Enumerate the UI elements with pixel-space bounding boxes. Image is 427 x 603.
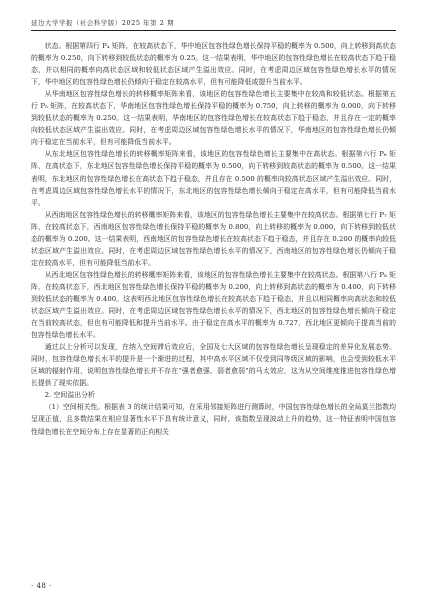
section-heading: 2. 空间溢出分析 (44, 391, 95, 400)
paragraph-southwest: 从西南地区包容性绿色增长的转移概率矩阵来看，该地区的包容性绿色增长主要集中在较高状态。根据第七行 P₇ 矩阵，在较高状态下，西南地区包容性绿色增长保持平稳的概率为 0.800，向上转移的概率为 0.000，向下转移到较低状态的概率为 0.200。这一结果表明，西南地区的包容性绿色增长在较高状态下趋于稳态，并且存在 0.200 的概率向较低状态区域产生溢出效应。同时，在考虑周边区域包容性绿色增长水平的情况下，西南地区的包容性绿色增长仍倾向于稳定在较高水平，但有可能降低当前水平。 (31, 210, 396, 267)
running-header: 延边大学学报（社会科学版）2025 年第 2 期 (31, 19, 175, 27)
paragraph-northeast: 从东北地区包容性绿色增长的转移概率矩阵来看，该地区的包容性绿色增长主要集中在高状态。根据第六行 P₆ 矩阵，在高状态下，东北地区包容性绿色增长保持平稳的概率为 0.500，向下转移到较高状态的概率为 0.500。这一结果表明，东北地区的包容性绿色增长在高状态下趋于稳态，并且存在 0.500 的概率向较高状态区域产生溢出效应。同时，在考虑周边区域包容性绿色增长水平的情况下，东北地区的包容性绿色增长倾向于稳定在高水平，但有可能降低当前水平。 (31, 150, 396, 207)
page-number: · 48 · (31, 582, 52, 590)
paragraph-south-china: 从华南地区包容性绿色增长的转移概率矩阵来看，该地区的包容性绿色增长主要集中在较高和较低状态。根据第五行 P₅ 矩阵，在较高状态下，华南地区包容性绿色增长保持平稳的概率为 0.750，向上转移的概率为 0.000，向下转移到较低状态的概率为 0.250。这一结果表明，华南地区的包容性绿色增长在较高状态下趋于稳态，并且存在一定的概率向较低状态区域产生溢出效应。同时，在考虑周边区域包容性绿色增长水平的情况下，华南地区的包容性绿色增长仍倾向于稳定在当前水平，但有可能降低当前水平。 (31, 90, 396, 147)
header-divider (31, 30, 396, 31)
paragraph-central-china: 状态。根据第四行 P₄ 矩阵，在较高状态下，华中地区包容性绿色增长保持平稳的概率为 0.500，向上转移到高状态的概率为 0.250，向下转移到较低状态的概率为 0.25。这一结果表明，华中地区的包容性绿色增长在较高状态下趋于稳态，并以相同的概率向高状态区域和较低状态区域产生溢出效应。同时，在考虑周边区域包容性绿色增长水平的情况下，华中地区的包容性绿色增长仍倾向于稳定在较高水平，但有可能降低或提升当前水平。 (31, 42, 396, 87)
article-body (31, 40, 396, 438)
paragraph-northwest: 从西北地区包容性绿色增长的转移概率矩阵来看，该地区的包容性绿色增长主要集中在较高状态。根据第八行 P₈ 矩阵，在较高状态下，西北地区包容性绿色增长保持平稳的概率为 0.200，向上转移到高状态的概率为 0.400，向下转移到较低状态的概率为 0.400。这表明西北地区包容性绿色增长在较高状态下趋于稳态，并且以相同概率向高状态和较低状态区域产生溢出效应。同时，在考虑周边区域包容性绿色增长水平的情况下，西北地区的包容性绿色增长倾向于稳定在当前较高状态，但也有可能降低和提升当前水平。由于稳定在高水平的概率为 0.727，西北地区更倾向于提高当前的包容性绿色增长水平。 (31, 270, 396, 340)
paragraph-spatial-correlation: （1）空间相关性。根据表 3 的统计结果可知，在采用邻接矩阵进行测算时，中国包容性绿色增长的全局莫兰指数均呈现正值，且多数结果在相应显著性水平下具有统计意义，同时，该指数呈现波动上升的趋势，这一特征表明中国包容性绿色增长在空间分布上存在显著的正向相关 (31, 403, 396, 436)
paragraph-summary: 通过以上分析可以发现，在纳入空间滞后效应后，全国及七大区域的包容性绿色增长呈现稳定的差异化发展态势。同时，包容性绿色增长水平的提升是一个渐进的过程，其中高水平区域不仅受到同等级区域的影响，也会受到较低水平区域的辐射作用，说明包容性绿色增长并不存在“强者愈强、弱者愈弱”的马太效应，这为从空间维度推进包容性绿色增长提供了现实依据。 (31, 343, 396, 388)
